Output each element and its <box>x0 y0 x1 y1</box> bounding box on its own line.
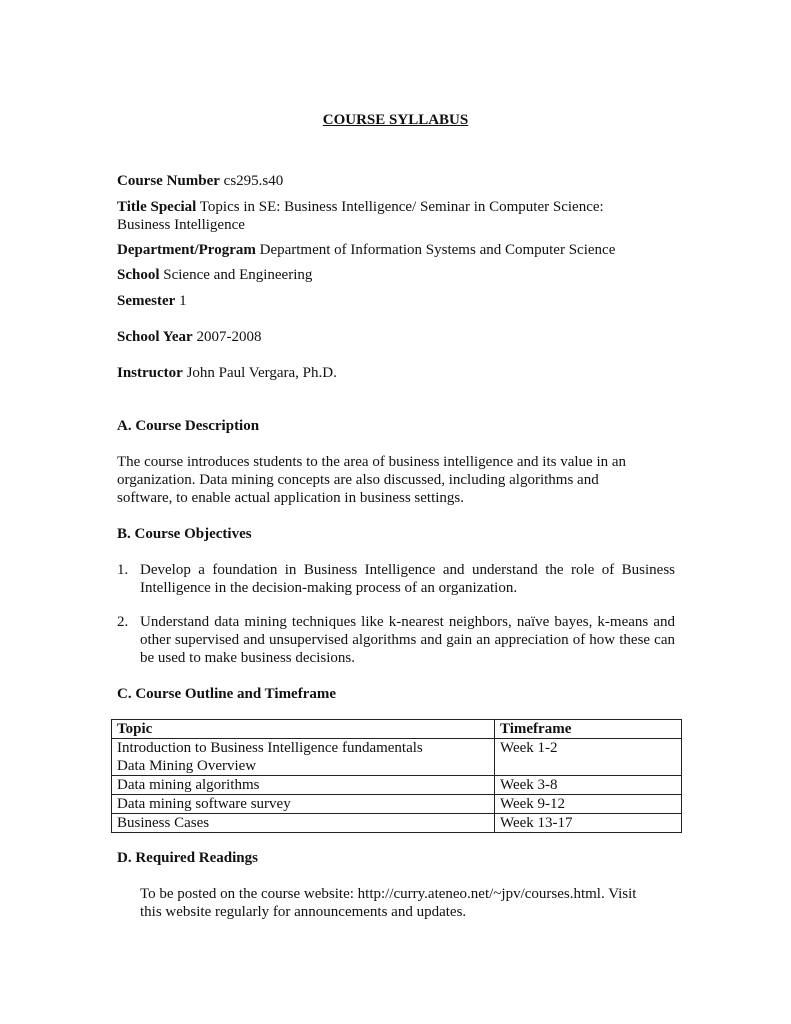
course-description-line-3: software, to enable actual application in business settings. <box>117 490 464 506</box>
section-b-heading: B. Course Objectives <box>117 526 252 542</box>
objective-number: 1. <box>117 562 129 578</box>
school-year-value: 2007-2008 <box>196 329 262 345</box>
objective-text: Develop a foundation in Business Intelligence and understand the role of Business Intelligence in the decision-making process of an organization. <box>140 562 675 596</box>
section-d-heading: D. Required Readings <box>117 850 258 866</box>
school-year-line <box>117 328 261 346</box>
required-readings-line-2: this website regularly for announcements and updates. <box>140 904 467 920</box>
title-special-label: Title Special <box>117 199 197 215</box>
section-c-heading: C. Course Outline and Timeframe <box>117 686 337 702</box>
table-row <box>112 776 682 795</box>
table-row <box>112 814 682 833</box>
title-special-line <box>117 198 604 216</box>
school-line <box>117 266 312 284</box>
topic-cell <box>112 739 495 776</box>
topic-cell: Business Cases <box>112 814 495 833</box>
course-description-line-1: The course introduces students to the area of business intelligence and its value in an <box>117 454 627 470</box>
instructor-value: John Paul Vergara, Ph.D. <box>186 365 337 381</box>
semester-label: Semester <box>117 293 176 309</box>
column-header-timeframe: Timeframe <box>495 720 682 739</box>
instructor-label: Instructor <box>117 365 183 381</box>
topic-text: Data Mining Overview <box>117 758 257 774</box>
topic-text: Introduction to Business Intelligence fundamentals <box>117 740 423 756</box>
page-title: COURSE SYLLABUS <box>322 112 469 128</box>
semester-line <box>117 292 187 310</box>
school-label: School <box>117 267 160 283</box>
title-special-value-continued: Business Intelligence <box>117 217 245 233</box>
timeframe-cell: Week 13-17 <box>495 814 682 833</box>
semester-value: 1 <box>179 293 187 309</box>
title-special-value: Topics in SE: Business Intelligence/ Seminar in Computer Science: <box>199 199 604 215</box>
department-value: Department of Information Systems and Computer Science <box>259 242 616 258</box>
timeframe-cell: Week 3-8 <box>495 776 682 795</box>
school-value: Science and Engineering <box>163 267 313 283</box>
table-header-row <box>112 720 682 739</box>
course-number-label: Course Number <box>117 173 220 189</box>
section-a-heading: A. Course Description <box>117 418 260 434</box>
school-year-label: School Year <box>117 329 193 345</box>
course-number-line <box>117 172 283 190</box>
course-outline-table <box>111 719 682 833</box>
objective-number: 2. <box>117 614 129 630</box>
instructor-line <box>117 364 337 382</box>
topic-cell: Data mining software survey <box>112 795 495 814</box>
department-line <box>117 241 615 259</box>
course-description-line-2: organization. Data mining concepts are also discussed, including algorithms and <box>117 472 599 488</box>
topic-cell: Data mining algorithms <box>112 776 495 795</box>
timeframe-cell: Week 1-2 <box>495 739 682 776</box>
course-number-value: cs295.s40 <box>223 173 284 189</box>
table-row <box>112 795 682 814</box>
table-row <box>112 739 682 776</box>
timeframe-cell: Week 9-12 <box>495 795 682 814</box>
objective-text: Understand data mining techniques like k-nearest neighbors, naïve bayes, k-means and other supervised and unsupervised algorithms and gain an appreciation of how these can be used to make business decisions. <box>140 614 675 666</box>
department-label: Department/Program <box>117 242 256 258</box>
column-header-topic: Topic <box>112 720 495 739</box>
required-readings-line-1: To be posted on the course website: http://curry.ateneo.net/~jpv/courses.html. Visit <box>140 886 637 902</box>
